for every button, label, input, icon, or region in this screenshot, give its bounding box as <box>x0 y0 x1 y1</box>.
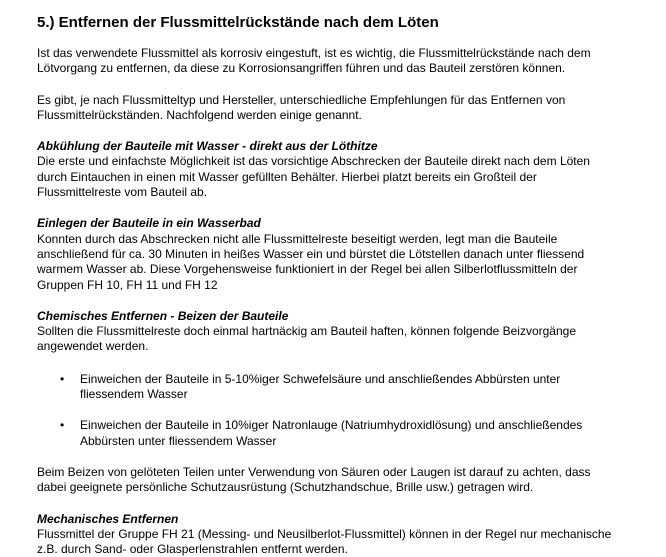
water-bath-text-line-4: Gruppen FH 10, FH 11 und FH 12 <box>37 277 218 292</box>
cooling-text-line-2: durch Eintauchen in einen mit Wasser gefüllten Behälter. Hierbei platzt bereits ein Großteil der <box>37 169 537 184</box>
list-item-line-1: Einweichen der Bauteile in 10%iger Natronlauge (Natriumhydroxidlösung) und anschließendes <box>80 418 583 433</box>
subsection-title-cooling: Abkühlung der Bauteile mit Wasser - direkt aus der Löthitze <box>37 139 378 154</box>
intro-paragraph-1-line-1: Ist das verwendete Flussmittel als korrosiv eingestuft, ist es wichtig, die Flussmittelrückstände nach dem <box>37 46 591 60</box>
pickling-list <box>37 372 647 449</box>
mechanical-text-line-2: z.B. durch Sand- oder Glasperlenstrahlen entfernt werden. <box>37 542 348 557</box>
water-bath-text-line-1: Konnten durch das Abschrecken nicht alle Flussmittelreste beseitigt werden, legt man die Bauteile <box>37 231 558 246</box>
safety-note-line-2: dabei geeignete persönliche Schutzausrüstung (Schutzhandschue, Brille usw.) getragen wird. <box>37 480 534 495</box>
water-bath-text-line-2: anschließend für ca. 30 Minuten in heißes Wasser ein und bürstet die Lötstellen danach unter fliessend <box>37 246 585 261</box>
cooling-text-line-1: Die erste und einfachste Möglichkeit ist das vorsichtige Abschrecken der Bauteile direkt nach dem Löten <box>37 154 590 169</box>
section-heading: 5.) Entfernen der Flussmittelrückstände nach dem Löten <box>37 14 439 31</box>
list-item <box>37 372 647 403</box>
cooling-text-line-3: Flussmittelreste vom Bauteil ab. <box>37 185 208 200</box>
bullet-icon: • <box>60 371 65 386</box>
list-item-line-2: Abbürsten unter fliessendem Wasser <box>80 433 277 448</box>
intro-paragraph-2-line-2: Flussmittelrückständen. Nachfolgend werden einige genannt. <box>37 107 362 122</box>
chemical-text-line-2: angewendet werden. <box>37 339 149 354</box>
list-item <box>37 418 647 449</box>
chemical-text-line-1: Sollten die Flussmittelreste doch einmal hartnäckig am Bauteil haften, können folgende Beizvorgänge <box>37 324 576 339</box>
list-item-line-1: Einweichen der Bauteile in 5-10%iger Schwefelsäure und anschließendes Abbürsten unter <box>80 371 561 386</box>
intro-paragraph-1-line-2: Lötvorgang zu entfernen, da diese zu Korrosionsangriffen führen und das Bauteil zerstören können. <box>37 61 566 76</box>
subsection-title-chemical: Chemisches Entfernen - Beizen der Bauteile <box>37 308 289 323</box>
bullet-icon: • <box>60 418 65 433</box>
mechanical-text-line-1: Flussmittel der Gruppe FH 21 (Messing- und Neusilberlot-Flussmittel) können in der Regel nur mechanische <box>37 526 612 541</box>
water-bath-text-line-3: warmem Wasser ab. Diese Vorgehensweise funktioniert in der Regel bei allen Silberlotflussmitteln der <box>37 262 578 277</box>
subsection-title-mechanical: Mechanisches Entfernen <box>37 511 179 526</box>
intro-paragraph-2-line-1: Es gibt, je nach Flussmitteltyp und Hersteller, unterschiedliche Empfehlungen für das Entfernen von <box>37 92 566 107</box>
safety-note-line-1: Beim Beizen von gelöteten Teilen unter Verwendung von Säuren oder Laugen ist darauf zu achten, dass <box>37 464 591 479</box>
document-page <box>37 14 647 557</box>
list-item-line-2: fliessendem Wasser <box>80 387 188 402</box>
subsection-title-water-bath: Einlegen der Bauteile in ein Wasserbad <box>37 216 261 231</box>
